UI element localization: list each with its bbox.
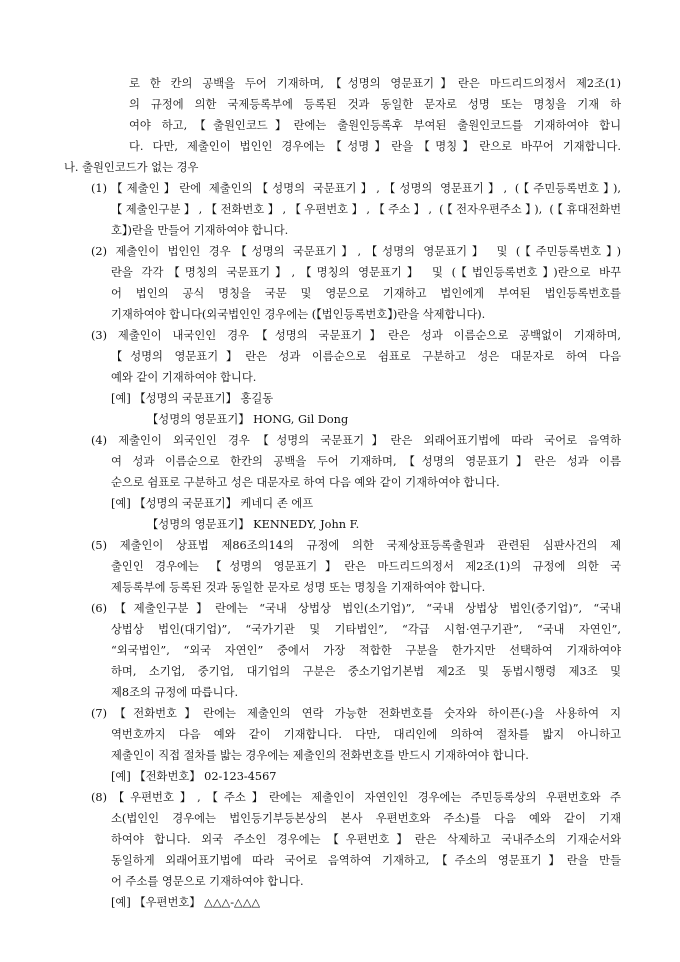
item-8-line-4: 동일하게 외래어표기법에 따라 국어로 음역하여 기재하고,【주소의 영문표기】란을 만들 (111, 854, 621, 867)
item-3-line-3: 예와 같이 기재하여야 합니다. (111, 371, 257, 384)
item-4-line-3: 순으로 쉼표로 구분하고 성은 대문자로 하여 다음 예와 같이 기재하여야 합니다. (111, 476, 500, 489)
example-4-line-2: 【성명의 영문표기】 KENNEDY, John F. (147, 518, 360, 531)
item-7-line-2: 역번호까지 다음 예와 같이 기재합니다. 다만, 대리인에 의하여 절차를 밟지 아니하고 (111, 728, 621, 741)
item-1-line-3: 호】)란을 만들어 기재하여야 합니다. (111, 224, 289, 237)
item-6-line-4: 하며, 소기업, 중기업, 대기업의 구분은 중소기업기본법 제2조 및 동법시행령 제3조 및 (111, 665, 621, 678)
item-5-line-1: (5) 제출인이 상표법 제86조의14의 규정에 의한 국제상표등록출원과 관련된 심판사건의 제 (91, 539, 621, 552)
example-3-line-1: [예] 【성명의 국문표기】 홍길동 (111, 392, 274, 405)
example-8-line-1: [예] 【우편번호】 △△△-△△△ (111, 896, 261, 909)
item-4-line-2: 여 성과 이름순으로 한칸의 공백을 두어 기재하며,【성명의 영문표기】란은 성과 이름 (111, 455, 621, 468)
item-8-line-2: 소(법인인 경우에는 법인등기부등본상의 본사 우편번호와 주소)를 다음 예와 같이 기재 (111, 812, 621, 825)
text-line-3: 여야 하고,【출원인코드】란에는 출원인등록후 부여된 출원인코드를 기재하여야 합니 (129, 119, 621, 132)
example-7-line-1: [예] 【전화번호】 02-123-4567 (111, 770, 277, 783)
item-2-line-4: 기재하여야 합니다(외국법인인 경우에는 (【법인등록번호】)란을 삭제합니다). (111, 308, 486, 321)
item-7-line-1: (7)【전화번호】란에는 제출인의 연락 가능한 전화번호를 숫자와 하이픈(-)을 사용하여 지 (91, 707, 621, 720)
item-3-line-2: 【성명의 영문표기】란은 성과 이름순으로 쉼표로 구분하고 성은 대문자로 하여 다음 (111, 350, 621, 363)
item-8-line-1: (8)【우편번호】,【주소】란에는 제출인이 자연인인 경우에는 주민등록상의 우편번호와 주 (91, 791, 621, 804)
item-6-line-1: (6)【제출인구분】란에는 “국내 상법상 법인(소기업)”, “국내 상법상 법인(중기업)”, “국내 (91, 602, 621, 615)
text-line-2: 의 규정에 의한 국제등록부에 등록된 것과 동일한 문자로 성명 또는 명칭을 기재 하 (129, 98, 621, 111)
item-5-line-2: 출인인 경우에는 【성명의 영문표기】란은 마드리드의정서 제2조(1)의 규정에 의한 국 (111, 560, 621, 573)
item-1-line-1: (1)【제출인】란에 제출인의【성명의 국문표기】,【성명의 영문표기】, (【주민등록번호】), (91, 182, 621, 195)
item-6-line-2: 상법상 법인(대기업)”, “국가기관 및 기타법인”, “각급 시험·연구기관”, “국내 자연인”, (111, 623, 621, 636)
item-2-line-3: 어 법인의 공식 명칭을 국문 및 영문으로 기재하고 법인에게 부여된 법인등록번호를 (111, 287, 621, 300)
item-8-line-5: 어 주소를 영문으로 기재하여야 합니다. (111, 875, 304, 888)
item-4-line-1: (4) 제출인이 외국인인 경우【성명의 국문표기】란은 외래어표기법에 따라 국어로 음역하 (91, 434, 621, 447)
item-2-line-2: 란을 각각【명칭의 국문표기】,【명칭의 영문표기】 및 (【법인등록번호】)란으로 바꾸 (111, 266, 621, 279)
item-3-line-1: (3) 제출인이 내국인인 경우【성명의 국문표기】란은 성과 이름순으로 공백없이 기재하며, (91, 329, 621, 342)
item-5-line-3: 제등록부에 등록된 것과 동일한 문자로 성명 또는 명칭을 기재하여야 합니다. (111, 581, 486, 594)
item-1-line-2: 【제출인구분】,【전화번호】,【우편번호】,【주소】, (【전자우편주소】), (【휴대전화번 (111, 203, 621, 216)
item-6-line-5: 제8조의 규정에 따릅니다. (111, 686, 239, 699)
item-8-line-3: 하여야 합니다. 외국 주소인 경우에는【우편번호】란은 삭제하고 국내주소의 기재순서와 (111, 833, 621, 846)
item-7-line-3: 제출인이 직접 절차를 밟는 경우에는 제출인의 전화번호를 반드시 기재하여야 합니다. (111, 749, 529, 762)
text-line-4: 다. 다만, 제출인이 법인인 경우에는【성명】란을【명칭】란으로 바꾸어 기재합니다. (129, 140, 621, 153)
section-heading: 나. 출원인코드가 없는 경우 (64, 161, 199, 174)
example-4-line-1: [예] 【성명의 국문표기】 케네디 존 에프 (111, 497, 314, 510)
example-3-line-2: 【성명의 영문표기】 HONG, Gil Dong (147, 413, 349, 426)
item-6-line-3: “외국법인”, “외국 자연인” 중에서 가장 적합한 구분을 한가지만 선택하여 기재하여야 (111, 644, 621, 657)
text-line-1: 로 한 칸의 공백을 두어 기재하며,【성명의 영문표기】란은 마드리드의정서 제2조(1) (129, 77, 621, 90)
item-2-line-1: (2) 제출인이 법인인 경우【성명의 국문표기】,【성명의 영문표기】 및 (【주민등록번호】) (91, 245, 621, 258)
